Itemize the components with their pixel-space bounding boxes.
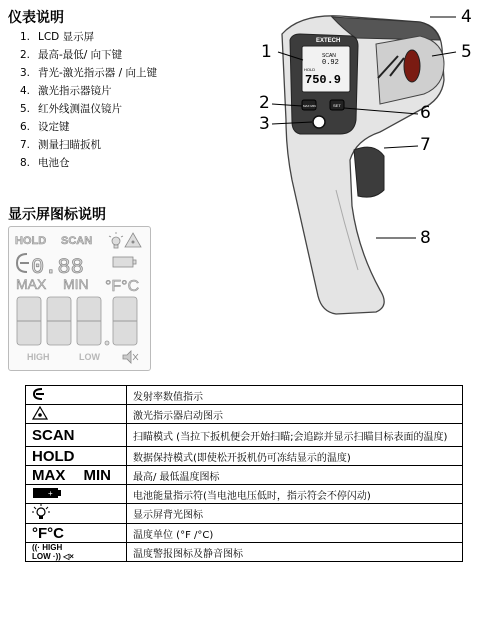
max-min-label: MAX MIN — [32, 466, 111, 484]
lcd-main-digits — [17, 297, 137, 345]
callout-1: 1 — [261, 42, 272, 62]
lcd-units: °F°C — [105, 278, 140, 295]
backlight-laser-button — [313, 116, 325, 128]
section-title-instrument: 仪表说明 — [8, 10, 64, 26]
lcd-low: LOW — [79, 352, 100, 362]
table-row — [26, 524, 463, 543]
device-screen-scan: SCAN — [322, 53, 336, 59]
table-row — [26, 424, 463, 447]
lcd-high: HIGH — [27, 352, 50, 362]
table-row — [26, 485, 463, 504]
lcd-scan: SCAN — [61, 235, 93, 247]
lcd-emissivity-icon — [17, 254, 29, 272]
callout-4: 4 — [461, 7, 472, 27]
list-item: 8. 电池仓 — [20, 157, 70, 169]
callout-2: 2 — [259, 93, 270, 113]
lcd-battery-icon — [113, 257, 136, 267]
svg-text:+: + — [48, 488, 53, 498]
trigger — [354, 147, 384, 197]
device-btn-maxmin: MAX MIN — [303, 104, 316, 108]
icon-table — [25, 385, 463, 562]
callout-3: 3 — [259, 114, 270, 134]
lcd-hold: HOLD — [15, 235, 47, 247]
lcd-mute-icon — [123, 351, 138, 363]
table-cell-desc: 数据保持模式(即使松开扳机仍可冻结显示的温度) — [127, 447, 463, 466]
callout-5: 5 — [461, 42, 472, 62]
list-item: 3. 背光-激光指示器 / 向上键 — [20, 67, 158, 79]
device-screen-hold: HOLD — [304, 67, 316, 72]
table-cell-desc: 扫瞄模式 (当拉下扳机便会开始扫瞄;会追踪并显示扫瞄目标表面的温度) — [127, 424, 463, 447]
table-cell-desc: 发射率数值指示 — [127, 386, 463, 405]
callout-6: 6 — [420, 103, 431, 123]
leader-line — [384, 146, 418, 148]
ir-lens — [404, 50, 420, 82]
laser-icon — [32, 406, 48, 420]
units-label: °F°C — [32, 524, 64, 542]
device-brand: EXTECH — [316, 38, 341, 44]
lcd-min: MIN — [63, 276, 89, 292]
mute-icon: ◁× — [63, 552, 74, 561]
alarm-icon: ·)) — [52, 552, 61, 561]
lcd-segments — [9, 227, 150, 370]
table-row — [26, 405, 463, 424]
table-cell-desc: 温度单位 (°F /°C) — [127, 524, 463, 543]
emissivity-icon — [32, 387, 46, 401]
lcd-laser-icon — [125, 233, 141, 247]
device-screen-main: 750.9 — [305, 73, 342, 87]
table-cell-desc: 激光指示器启动图示 — [127, 405, 463, 424]
callout-7: 7 — [420, 135, 431, 155]
alarm-icon: ((· — [32, 543, 40, 552]
list-item: 4. 激光指示器镜片 — [20, 85, 112, 97]
table-row — [26, 504, 463, 524]
lcd-max: MAX — [16, 276, 47, 292]
list-item: 5. 红外线测温仪镜片 — [20, 103, 122, 115]
table-row — [26, 386, 463, 405]
table-row — [26, 543, 463, 562]
device-btn-set: SET — [333, 103, 341, 108]
table-cell-desc: 温度警报图标及静音图标 — [127, 543, 463, 562]
list-item: 2. 最高-最低/ 向下键 — [20, 49, 123, 61]
table-row — [26, 466, 463, 485]
lcd-backlight-icon — [109, 232, 123, 248]
low-label: LOW — [32, 552, 51, 561]
table-cell-desc: 显示屏背光图标 — [127, 504, 463, 524]
lcd-panel — [8, 226, 151, 371]
list-item: 6. 设定键 — [20, 121, 70, 133]
backlight-icon — [32, 504, 50, 520]
table-cell-desc: 最高/ 最低温度图标 — [127, 466, 463, 485]
hold-label: HOLD — [32, 447, 75, 465]
high-label: HIGH — [42, 543, 63, 552]
table-row — [26, 447, 463, 466]
list-item: 1. LCD 显示屏 — [20, 31, 95, 43]
battery-icon — [32, 487, 62, 499]
section-title-display-icons: 显示屏图标说明 — [8, 207, 106, 223]
scan-label: SCAN — [32, 426, 75, 444]
device-screen-small: 0.92 — [322, 59, 339, 67]
callout-8: 8 — [420, 228, 431, 248]
list-item: 7. 测量扫瞄扳机 — [20, 139, 101, 151]
table-cell-desc: 电池能量指示符(当电池电压低时，指示符会不停闪动) — [127, 485, 463, 504]
lcd-small-digits: 0.88 — [31, 255, 84, 280]
